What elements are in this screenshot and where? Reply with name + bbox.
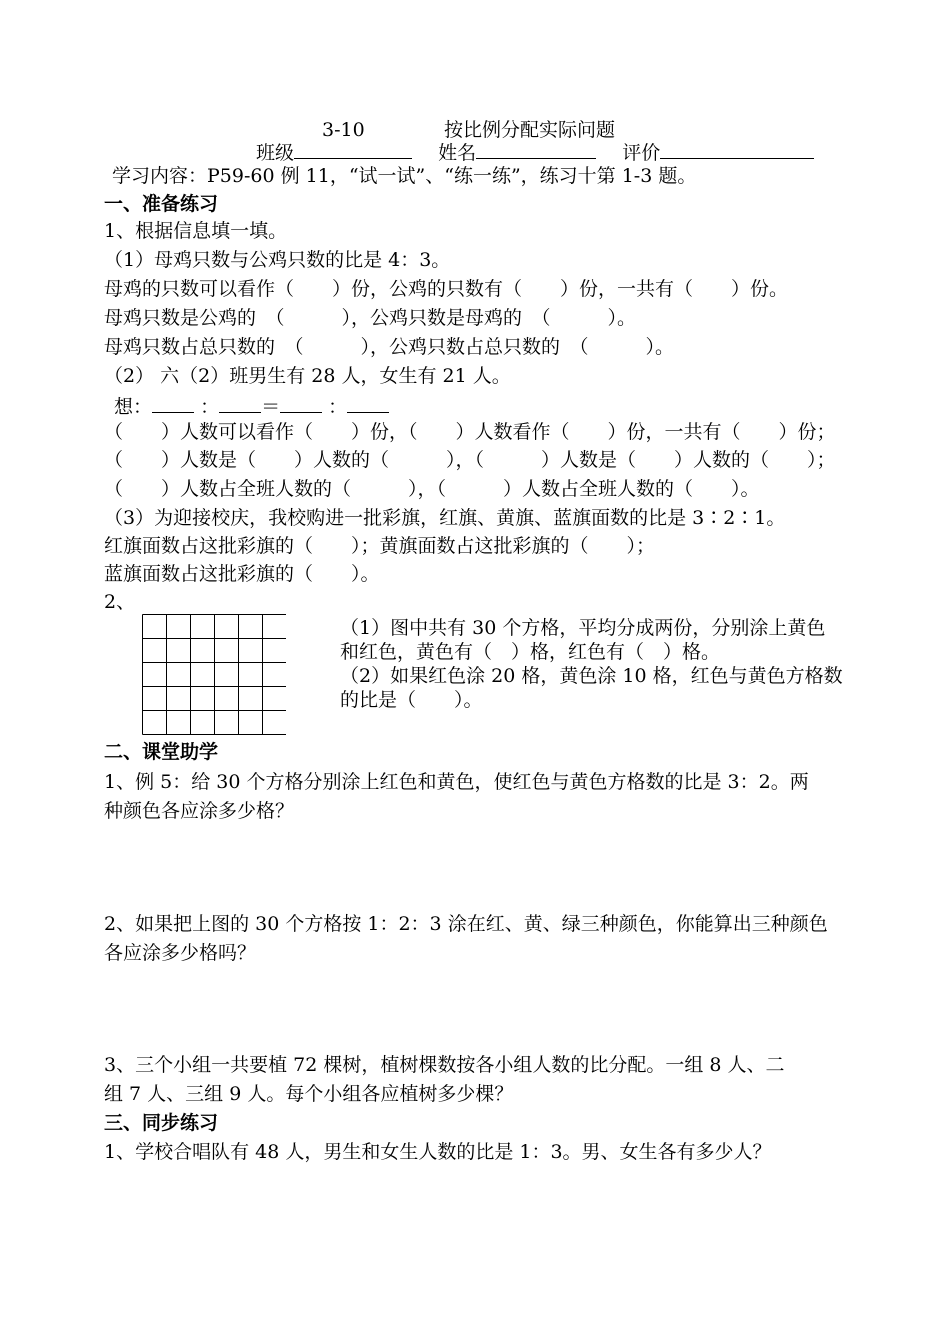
eval-blank[interactable]: [660, 140, 814, 159]
s2-q3-line-b: 组 7 人、三组 9 人。每个小组各应植树多少棵？: [104, 1083, 514, 1105]
name-label: 姓名: [438, 142, 477, 164]
q1-part2-line-b: （ ）人数是（ ）人数的（ ），（ ）人数是（ ）人数的（ ）；: [104, 449, 836, 471]
q1-part1-line-c: 母鸡只数占总只数的 （ ），公鸡只数占总只数的 （ ）。: [104, 336, 675, 358]
q1-part3-line-b: 蓝旗面数占这批彩旗的（ ）。: [104, 563, 380, 585]
section-heading-practice: 三、同步练习: [104, 1112, 219, 1134]
s2-q1-line-a: 1、例 5：给 30 个方格分别涂上红色和黄色，使红色与黄色方格数的比是 3：2。两: [104, 771, 809, 793]
ratio-blank-1[interactable]: [152, 394, 194, 413]
q2-text: [340, 616, 843, 712]
q1-title: 1、根据信息填一填。: [104, 220, 288, 242]
q1-part2: （2） 六（2）班男生有 28 人，女生有 21 人。: [104, 365, 511, 387]
ratio-equals: ＝: [261, 396, 281, 418]
s2-q2-line-b: 各应涂多少格吗？: [104, 942, 257, 964]
q2-line-3: （2）如果红色涂 20 格，黄色涂 10 格，红色与黄色方格数: [340, 665, 843, 687]
section-heading-class: 二、课堂助学: [104, 741, 219, 763]
lesson-number: 3-10: [322, 119, 365, 141]
student-info-row: [256, 140, 814, 165]
s2-q2-line-a: 2、如果把上图的 30 个方格按 1：2：3 涂在红、黄、绿三种颜色，你能算出三种颜色: [104, 913, 828, 935]
q1-part3: （3）为迎接校庆，我校购进一批彩旗，红旗、黄旗、蓝旗面数的比是 3∶2∶1。: [104, 507, 786, 529]
ratio-blank-3[interactable]: [280, 394, 322, 413]
ratio-blank-4[interactable]: [347, 394, 389, 413]
q2-line-2: 和红色，黄色有（ ）格，红色有（ ）格。: [340, 641, 721, 663]
q1-part2-line-c: （ ）人数占全班人数的（ ），（ ）人数占全班人数的（ ）。: [104, 478, 760, 500]
name-blank[interactable]: [476, 140, 596, 159]
q1-part1-line-b: 母鸡只数是公鸡的 （ ），公鸡只数是母鸡的 （ ）。: [104, 307, 637, 329]
ratio-colon-1: ：: [200, 396, 220, 418]
square-grid-svg: [142, 614, 286, 738]
page-title: 按比例分配实际问题: [444, 119, 616, 141]
ratio-blank-2[interactable]: [219, 394, 261, 413]
section-heading-prep: 一、准备练习: [104, 193, 219, 215]
think-label: 想：: [114, 396, 153, 418]
square-grid: [142, 614, 286, 742]
q2-line-4: 的比是（ ）。: [340, 689, 483, 711]
s2-q1-line-b: 种颜色各应涂多少格？: [104, 800, 295, 822]
q1-part2-line-a: （ ）人数可以看作（ ）份，（ ）人数看作（ ）份，一共有（ ）份；: [104, 421, 836, 443]
q1-part2-think: [114, 394, 389, 419]
learning-content: 学习内容：P59-60 例 11，“试一试”、“练一练”，练习十第 1-3 题。: [112, 165, 697, 187]
s3-q1: 1、学校合唱队有 48 人，男生和女生人数的比是 1：3。男、女生各有多少人？: [104, 1141, 772, 1163]
q1-part3-line-a: 红旗面数占这批彩旗的（ ）；黄旗面数占这批彩旗的（ ）；: [104, 535, 656, 557]
q2-line-1: （1）图中共有 30 个方格，平均分成两份，分别涂上黄色: [340, 617, 826, 639]
class-label: 班级: [256, 142, 295, 164]
class-blank[interactable]: [294, 140, 412, 159]
q2-number: 2、: [104, 591, 136, 613]
ratio-colon-2: ：: [328, 396, 348, 418]
q1-part1: （1）母鸡只数与公鸡只数的比是 4：3。: [104, 249, 451, 271]
s2-q3-line-a: 3、三个小组一共要植 72 棵树，植树棵数按各小组人数的比分配。一组 8 人、二: [104, 1054, 785, 1076]
q1-part1-line-a: 母鸡的只数可以看作（ ）份，公鸡的只数有（ ）份，一共有（ ）份。: [104, 278, 789, 300]
eval-label: 评价: [622, 142, 661, 164]
